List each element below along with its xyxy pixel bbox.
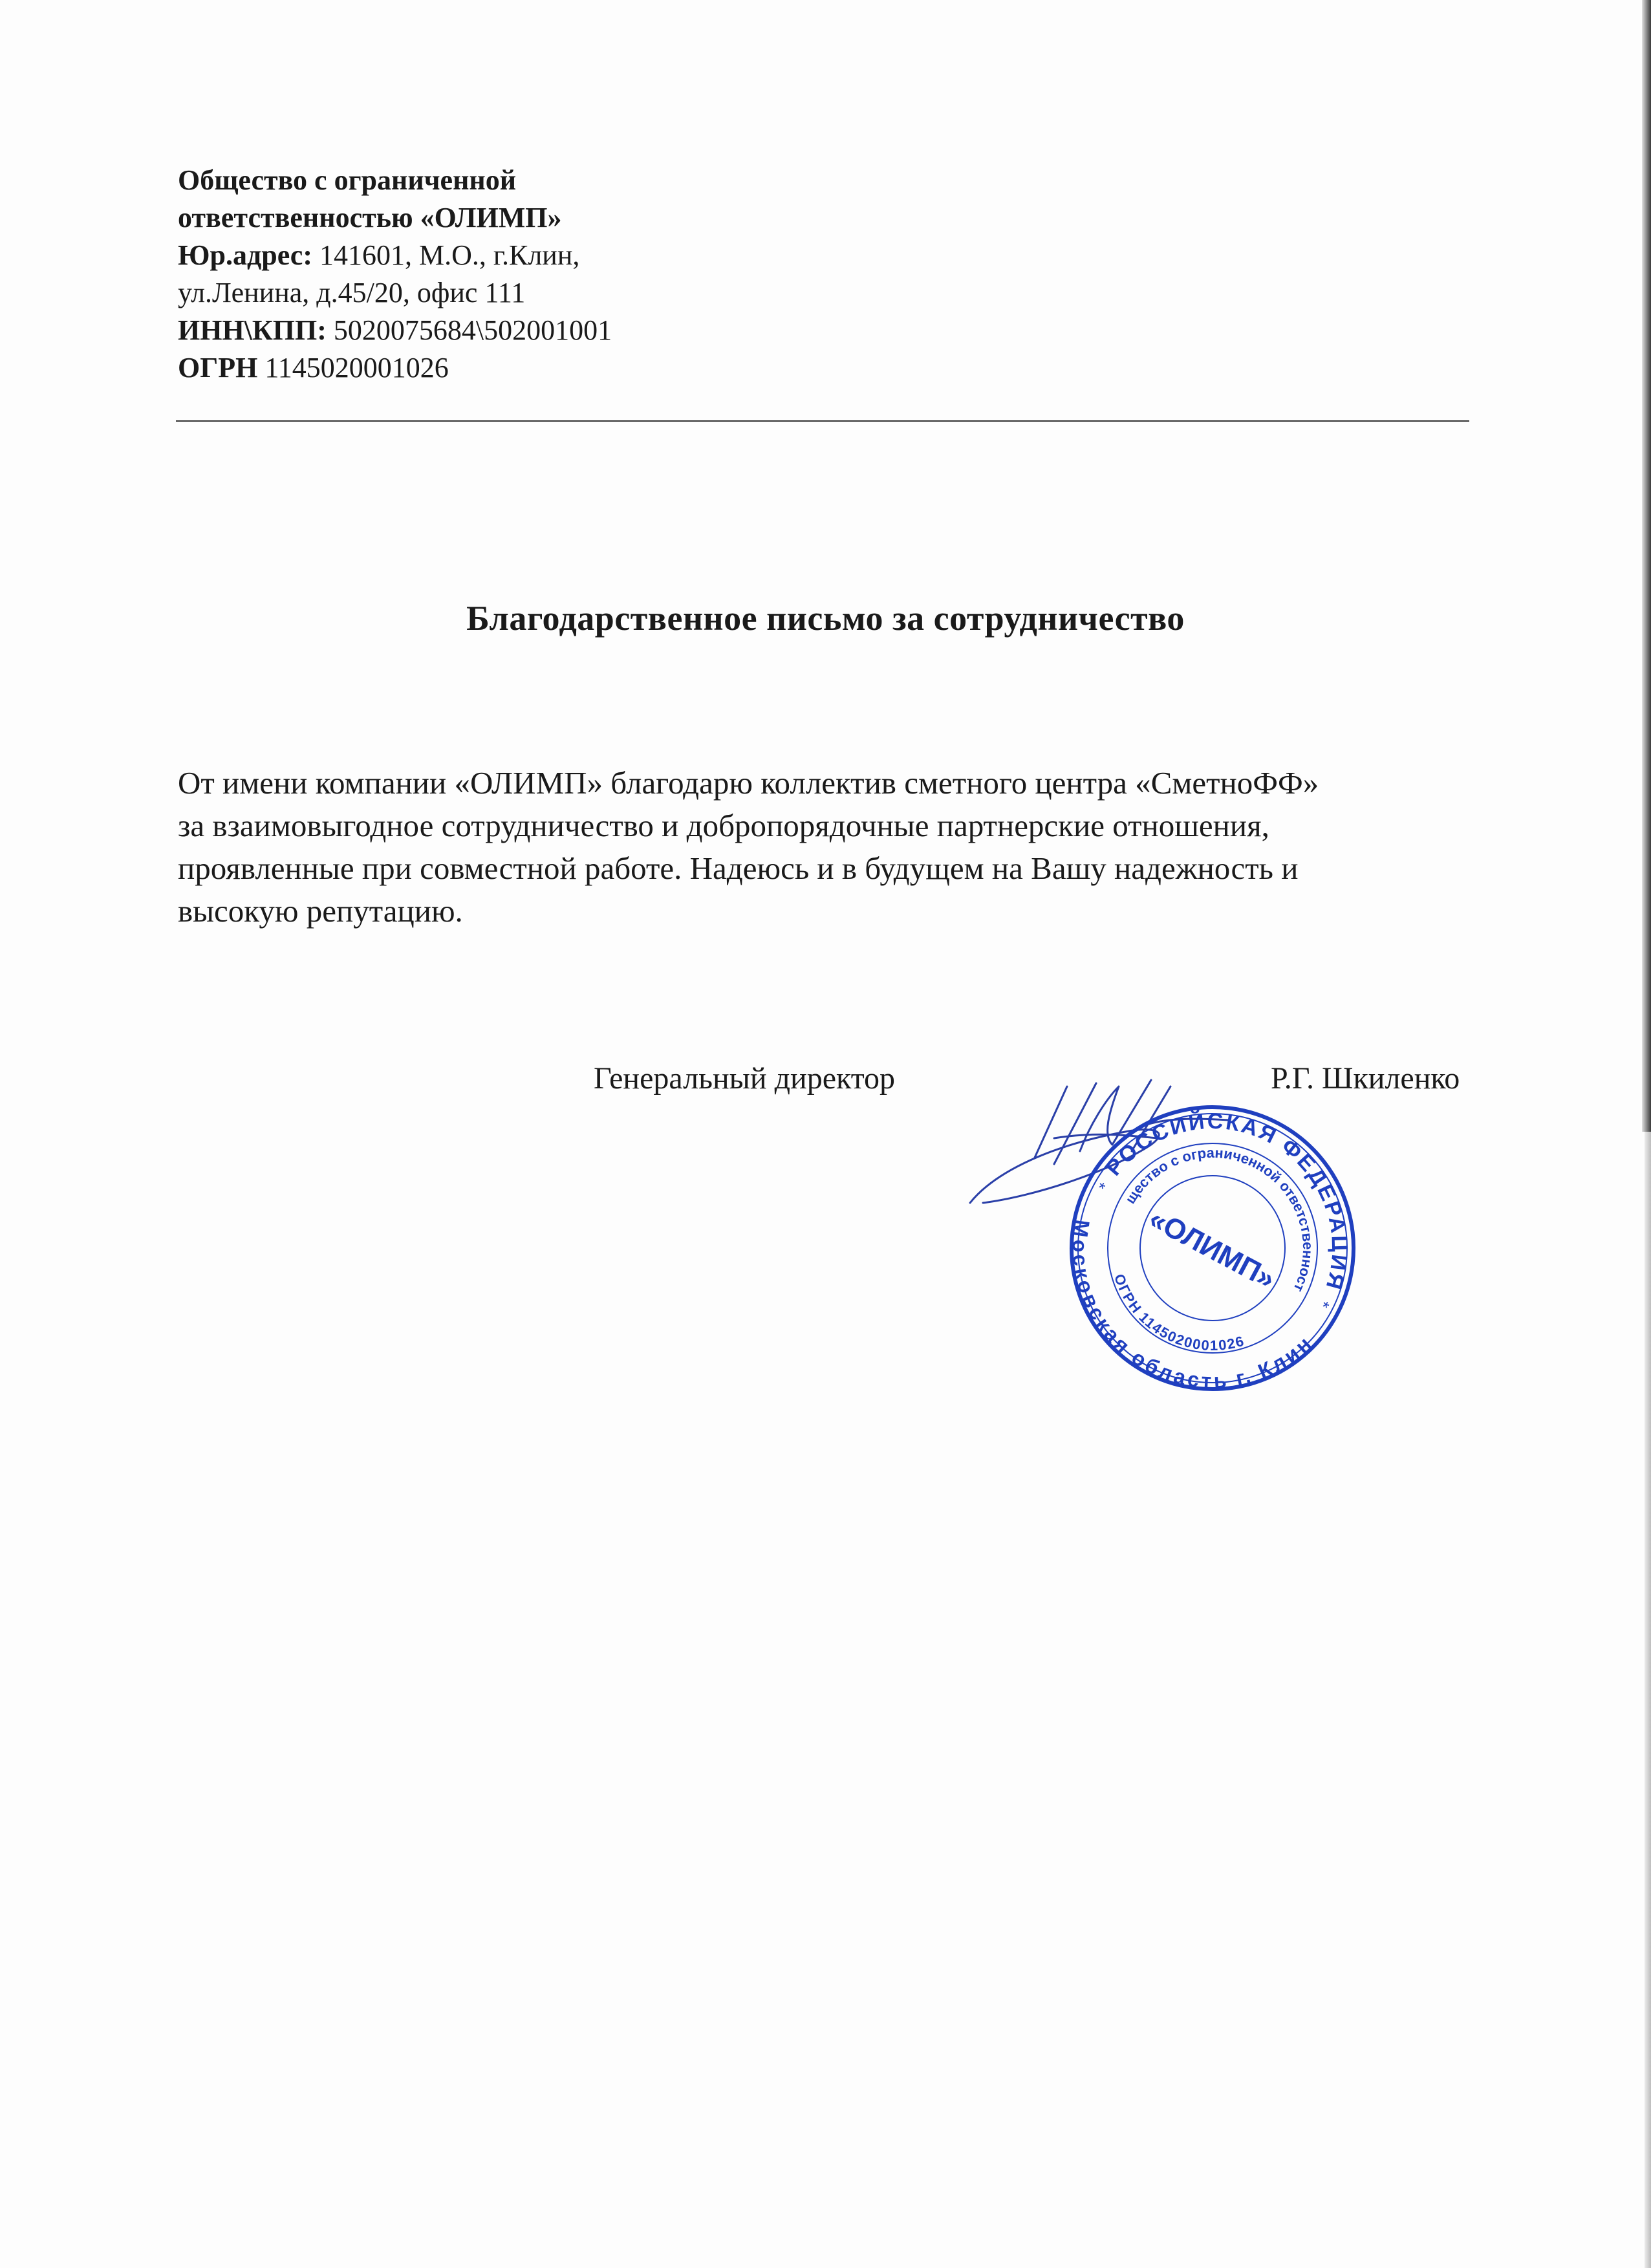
seal-inner-bottom-text: ОГРН 1145020001026 (1111, 1271, 1246, 1354)
seal-star-right-icon: * (1317, 1297, 1333, 1317)
header-divider (176, 420, 1469, 422)
inn-kpp (178, 312, 954, 349)
inn-label: ИНН\КПП: (178, 314, 327, 346)
body-line-3: проявленные при совместной работе. Надеюсь и в будущем на Вашу надежность и (178, 850, 1299, 886)
address-value: 141601, М.О., г.Клин, (312, 239, 580, 271)
svg-text:ОГРН 1145020001026 (1096, 1267, 1251, 1377)
seal-center-text: «ОЛИМП» (1143, 1202, 1280, 1295)
ogrn (178, 349, 954, 387)
body-line-4: высокую репутацию. (178, 893, 463, 929)
inn-value: 5020075684\502001001 (326, 314, 612, 346)
address-line2: ул.Ленина, д.45/20, офис 111 (178, 277, 526, 308)
ogrn-label: ОГРН (178, 352, 258, 383)
scan-edge-shadow-lower (1645, 1132, 1651, 2268)
seal-outer-top-text: РОССИЙСКАЯ ФЕДЕРАЦИЯ (1101, 1108, 1352, 1294)
signature-block (0, 1061, 1651, 1112)
letter-title: Благодарственное письмо за сотрудничество (466, 599, 1185, 638)
signatory-position: Генеральный директор (594, 1061, 896, 1096)
body-line-2: за взаимовыгодное сотрудничество и добропорядочные партнерские отношения, (178, 808, 1269, 843)
signatory-name: Р.Г. Шкиленко (1271, 1061, 1460, 1096)
company-seal (1064, 1099, 1361, 1397)
address-label: Юр.адрес: (178, 239, 312, 271)
seal-outer-bottom-text: Московская область г. Клин (1068, 1218, 1317, 1393)
ogrn-value: 1145020001026 (257, 352, 449, 383)
company-name-line1: Общество с ограниченной (178, 164, 517, 196)
seal-star-left-icon: * (1093, 1178, 1108, 1198)
seal-inner-top-text: Общество с ограниченной ответственностью (1121, 1144, 1317, 1295)
company-name-line2: ответственностью «ОЛИМП» (178, 202, 562, 233)
body-line-1: От имени компании «ОЛИМП» благодарю коллектив сметного центра «СметноФФ» (178, 765, 1319, 801)
scan-edge-shadow (1642, 0, 1651, 1132)
legal-address (178, 237, 954, 274)
letterhead (178, 162, 954, 387)
letter-body (178, 762, 1471, 933)
